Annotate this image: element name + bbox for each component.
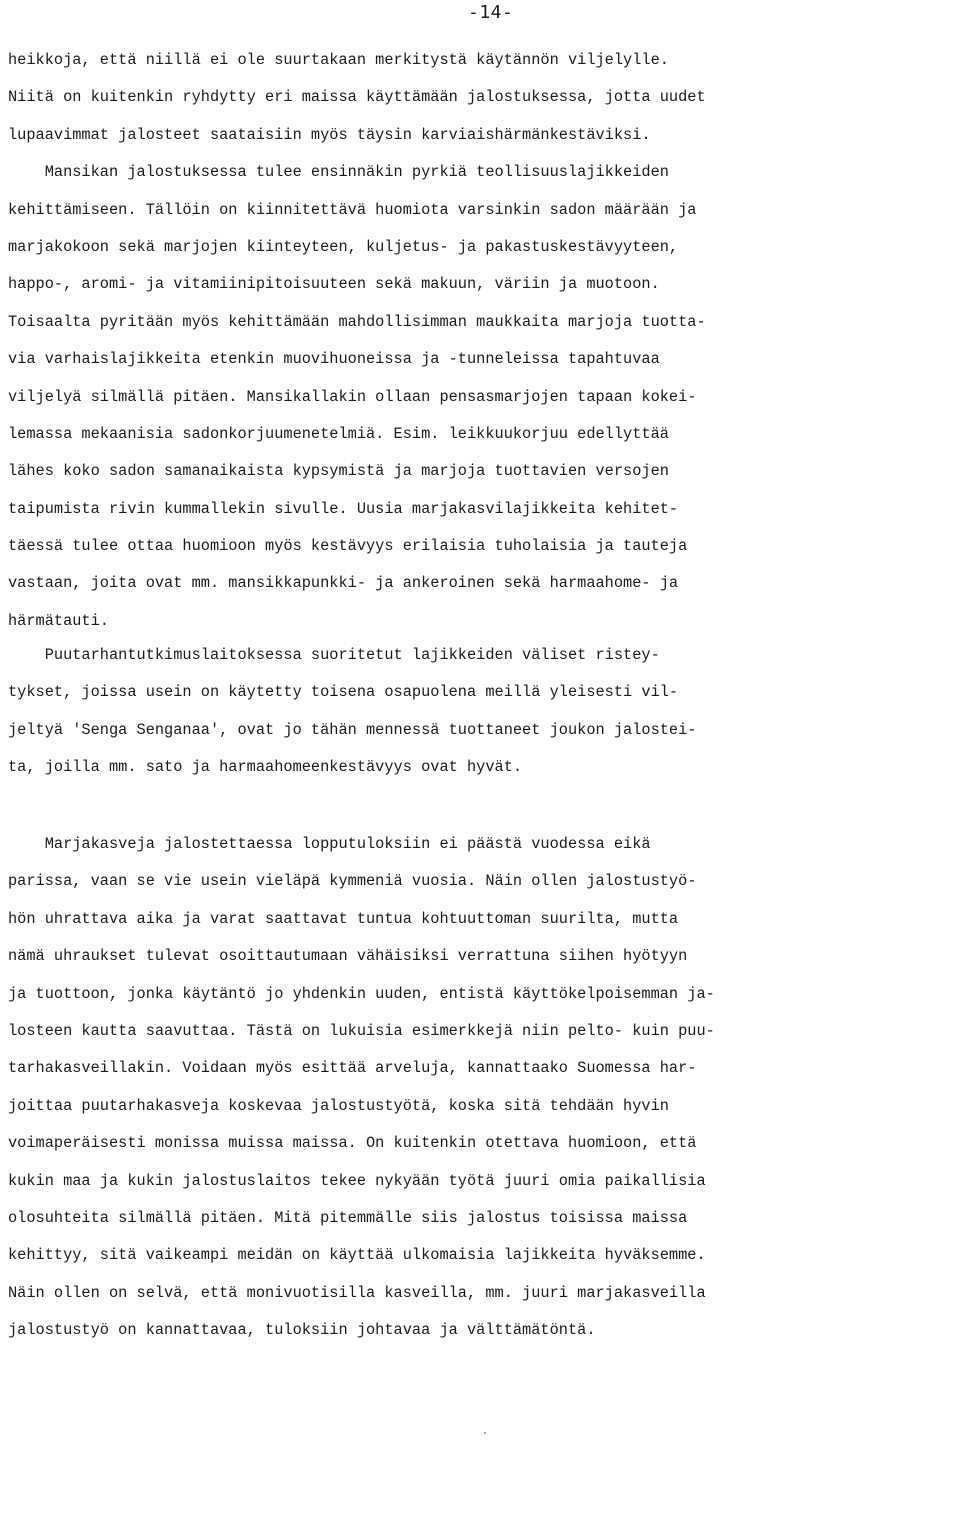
text-line: Mansikan jalostuksessa tulee ensinnäkin pyrkiä teollisuuslajikkeiden: [8, 163, 669, 182]
text-line: vastaan, joita ovat mm. mansikkapunkki- ja ankeroinen sekä harmaahome- ja: [8, 574, 679, 593]
text-line: taipumista rivin kummallekin sivulle. Uusia marjakasvilajikkeita kehitet-: [8, 499, 679, 518]
text-line: täessä tulee ottaa huomioon myös kestävyys erilaisia tuholaisia ja tauteja: [8, 537, 688, 556]
text-line: happo-, aromi- ja vitamiinipitoisuuteen sekä makuun, väriin ja muotoon.: [8, 275, 660, 294]
text-line: tarhakasveillakin. Voidaan myös esittää arveluja, kannattaako Suomessa har-: [8, 1059, 697, 1078]
text-line: joittaa puutarhakasveja koskevaa jalostustyötä, koska sitä tehdään hyvin: [8, 1096, 669, 1115]
text-line: voimaperäisesti monissa muissa maissa. On kuitenkin otettava huomioon, että: [8, 1134, 697, 1153]
paragraph-1: [8, 42, 956, 640]
scan-speck: [484, 1432, 486, 1434]
text-line: Niitä on kuitenkin ryhdytty eri maissa käyttämään jalostuksessa, jotta uudet: [8, 88, 706, 107]
text-line: Puutarhantutkimuslaitoksessa suoritetut lajikkeiden väliset ristey-: [8, 646, 660, 664]
text-line: viljelyä silmällä pitäen. Mansikallakin ollaan pensasmarjojen tapaan kokei-: [8, 387, 697, 406]
text-line: Näin ollen on selvä, että monivuotisilla kasveilla, mm. juuri marjakasveilla: [8, 1283, 706, 1302]
text-line: ja tuottoon, jonka käytäntö jo yhdenkin uuden, entistä käyttökelpoisemman ja-: [8, 984, 715, 1003]
text-line: heikkoja, että niillä ei ole suurtakaan merkitystä käytännön viljelylle.: [8, 51, 669, 69]
text-line: härmätauti.: [8, 611, 109, 630]
text-line: jalostustyö on kannattavaa, tuloksiin johtavaa ja välttämätöntä.: [8, 1321, 596, 1340]
text-line: kehittämiseen. Tällöin on kiinnitettävä huomiota varsinkin sadon määrään ja: [8, 200, 697, 219]
text-line: via varhaislajikkeita etenkin muovihuoneissa ja -tunneleissa tapahtuvaa: [8, 350, 660, 369]
text-line: kehittyy, sitä vaikeampi meidän on käyttää ulkomaisia lajikkeita hyväksemme.: [8, 1246, 706, 1265]
text-line: ta, joilla mm. sato ja harmaahomeenkestävyys ovat hyvät.: [8, 758, 523, 777]
text-line: kukin maa ja kukin jalostuslaitos tekee nykyään työtä juuri omia paikallisia: [8, 1171, 706, 1190]
text-line: parissa, vaan se vie usein vieläpä kymmeniä vuosia. Näin ollen jalostustyö-: [8, 872, 697, 891]
text-line: olosuhteita silmällä pitäen. Mitä pitemmälle siis jalostus toisissa maissa: [8, 1208, 688, 1227]
text-line: lupaavimmat jalosteet saataisiin myös täysin karviaishärmänkestäviksi.: [8, 125, 651, 144]
text-line: Marjakasveja jalostettaessa lopputuloksiin ei päästä vuodessa eikä: [8, 835, 651, 853]
paragraph-3: [8, 826, 956, 1349]
text-line: nämä uhraukset tulevat osoittautumaan vähäisiksi verrattuna siihen hyötyyn: [8, 947, 688, 966]
text-line: tykset, joissa usein on käytetty toisena osapuolena meillä yleisesti vil-: [8, 683, 679, 702]
text-line: marjakokoon sekä marjojen kiinteyteen, kuljetus- ja pakastuskestävyyteen,: [8, 237, 679, 256]
text-line: losteen kautta saavuttaa. Tästä on lukuisia esimerkkejä niin pelto- kuin puu-: [8, 1021, 715, 1040]
text-line: Toisaalta pyritään myös kehittämään mahdollisimman maukkaita marjoja tuotta-: [8, 312, 706, 331]
paragraph-2: [8, 637, 956, 787]
text-line: lemassa mekaanisia sadonkorjuumenetelmiä. Esim. leikkuukorjuu edellyttää: [8, 424, 669, 443]
text-line: lähes koko sadon samanaikaista kypsymistä ja marjoja tuottavien versojen: [8, 462, 669, 481]
text-line: hön uhrattava aika ja varat saattavat tuntua kohtuuttoman suurilta, mutta: [8, 909, 679, 928]
page-number: -14-: [468, 2, 514, 23]
text-line: jeltyä 'Senga Senganaa', ovat jo tähän mennessä tuottaneet joukon jalostei-: [8, 720, 697, 739]
